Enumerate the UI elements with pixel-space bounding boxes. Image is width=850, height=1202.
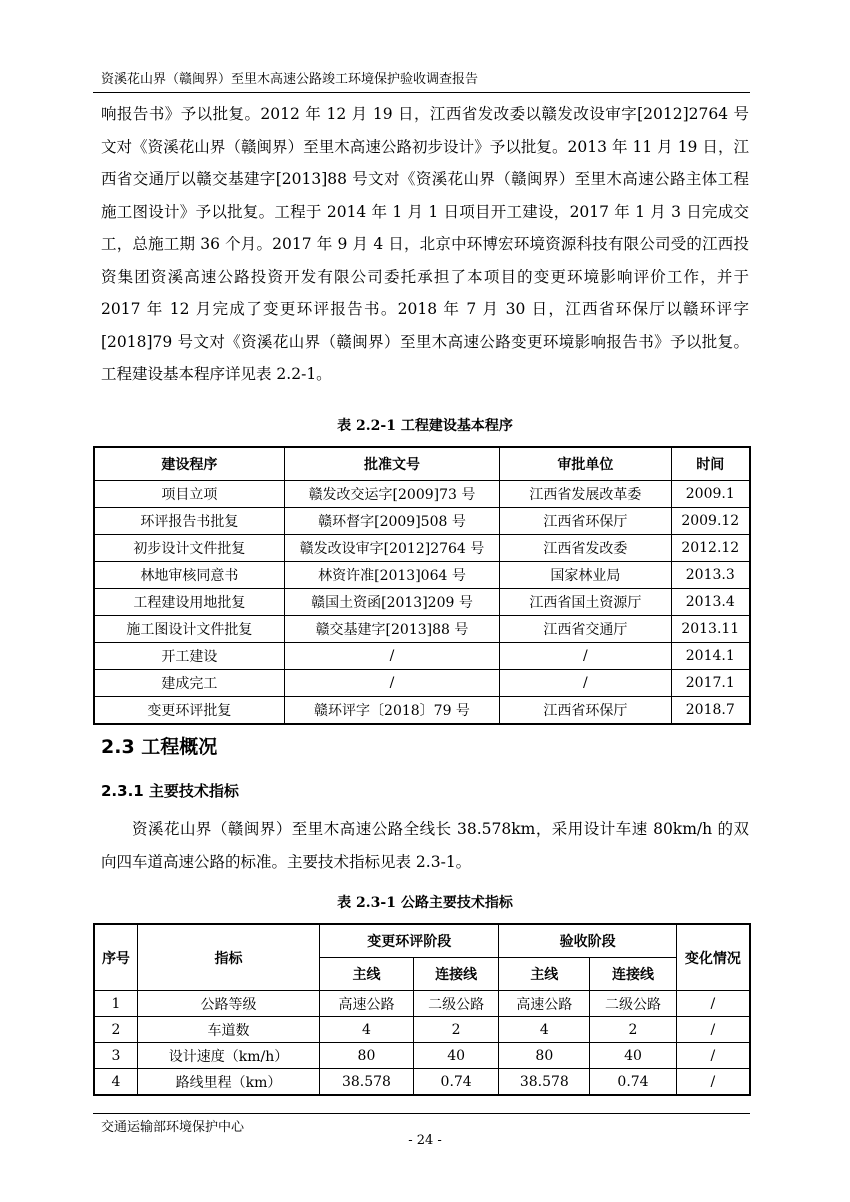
table-cell: 3 bbox=[94, 1043, 137, 1069]
table-cell: 2 bbox=[94, 1017, 137, 1043]
table-cell: 江西省国土资源厅 bbox=[500, 589, 671, 616]
table-cell: 2018.7 bbox=[671, 697, 750, 725]
table-cell: / bbox=[500, 670, 671, 697]
paragraph-tech-indicators: 资溪花山界（赣闽界）至里木高速公路全线长 38.578km，采用设计车速 80km/h 的双向四车道高速公路的标准。主要技术指标见表 2.3-1。 bbox=[101, 820, 749, 871]
table-cell: 建成完工 bbox=[94, 670, 284, 697]
column-header: 主线 bbox=[499, 958, 590, 991]
table-cell: 80 bbox=[320, 1043, 414, 1069]
table-cell: 1 bbox=[94, 991, 137, 1017]
table-cell: 林资许准[2013]064 号 bbox=[284, 562, 499, 589]
construction-procedure-table bbox=[93, 446, 751, 725]
table-cell: 变更环评批复 bbox=[94, 697, 284, 725]
table-cell: 工程建设用地批复 bbox=[94, 589, 284, 616]
table-cell: 公路等级 bbox=[137, 991, 319, 1017]
table-row bbox=[94, 1017, 750, 1043]
footer-divider bbox=[93, 1113, 750, 1114]
table-cell: 2014.1 bbox=[671, 643, 750, 670]
table-cell: 80 bbox=[499, 1043, 590, 1069]
table-cell: 2 bbox=[413, 1017, 499, 1043]
table-row bbox=[94, 616, 750, 643]
table-header-row bbox=[94, 924, 750, 958]
table-cell: 38.578 bbox=[499, 1069, 590, 1096]
table-cell: 施工图设计文件批复 bbox=[94, 616, 284, 643]
table-header-row bbox=[94, 447, 750, 481]
table-cell: 开工建设 bbox=[94, 643, 284, 670]
table-cell: 2013.11 bbox=[671, 616, 750, 643]
section-heading: 2.3 工程概况 bbox=[101, 736, 218, 758]
column-header: 批准文号 bbox=[284, 447, 499, 481]
table-cell: 2013.3 bbox=[671, 562, 750, 589]
table-cell: 初步设计文件批复 bbox=[94, 535, 284, 562]
table-cell: 0.74 bbox=[413, 1069, 499, 1096]
table-cell: 2 bbox=[590, 1017, 677, 1043]
table-row bbox=[94, 1043, 750, 1069]
table-cell: 0.74 bbox=[590, 1069, 677, 1096]
table-cell: 江西省环保厅 bbox=[500, 697, 671, 725]
column-header: 验收阶段 bbox=[499, 924, 676, 958]
column-header: 时间 bbox=[671, 447, 750, 481]
table-cell: 设计速度（km/h） bbox=[137, 1043, 319, 1069]
table-cell: / bbox=[676, 1069, 750, 1096]
column-header: 连接线 bbox=[413, 958, 499, 991]
table-cell: 38.578 bbox=[320, 1069, 414, 1096]
column-header: 序号 bbox=[94, 924, 137, 991]
header-divider bbox=[93, 92, 750, 93]
table-cell: 江西省发改委 bbox=[500, 535, 671, 562]
table-cell: 40 bbox=[590, 1043, 677, 1069]
paragraph-approval-history: 响报告书》予以批复。2012 年 12 月 19 日，江西省发改委以赣发改设审字[2012]2764 号文对《资溪花山界（赣闽界）至里木高速公路初步设计》予以批复。2013 年 11 月 19 日，江西省交通厅以赣交基建字[2013]88 号文对《资溪花山界（赣闽界）至里木高速公路主体工程施工图设计》予以批复。工程于 2014 年 1 月 1 日项目开工建设，2017 年 1 月 3 日完成交工，总施工期 36 个月。2017 年 9 月 4 日，北京中环博宏环境资源科技有限公司受的江西投资集团资溪高速公路投资开发有限公司委托承担了本项目的变更环境影响评价工作，并于 2017 年 12 月完成了变更环评报告书。2018 年 7 月 30 日，江西省环保厅以赣环评字[2018]79 号文对《资溪花山界（赣闽界）至里木高速公路变更环境影响报告书》予以批复。工程建设基本程序详见表 2.2-1。 bbox=[101, 105, 749, 383]
table-cell: / bbox=[676, 1043, 750, 1069]
table-row bbox=[94, 643, 750, 670]
table-row bbox=[94, 535, 750, 562]
table-row bbox=[94, 670, 750, 697]
table1-caption: 表 2.2-1 工程建设基本程序 bbox=[337, 418, 513, 434]
table-cell: 赣交基建字[2013]88 号 bbox=[284, 616, 499, 643]
table-cell: / bbox=[284, 670, 499, 697]
table-cell: 项目立项 bbox=[94, 481, 284, 508]
table-cell: 高速公路 bbox=[320, 991, 414, 1017]
table-cell: 路线里程（km） bbox=[137, 1069, 319, 1096]
table-cell: 车道数 bbox=[137, 1017, 319, 1043]
table-cell: 赣发改交运字[2009]73 号 bbox=[284, 481, 499, 508]
table-cell: 4 bbox=[320, 1017, 414, 1043]
table-cell: 江西省交通厅 bbox=[500, 616, 671, 643]
table-row bbox=[94, 991, 750, 1017]
table-cell: / bbox=[676, 991, 750, 1017]
table-cell: 4 bbox=[499, 1017, 590, 1043]
table-row bbox=[94, 562, 750, 589]
table-row bbox=[94, 697, 750, 725]
column-header: 连接线 bbox=[590, 958, 677, 991]
table-cell: / bbox=[676, 1017, 750, 1043]
column-header: 主线 bbox=[320, 958, 414, 991]
footer-organization: 交通运输部环境保护中心 bbox=[101, 1120, 245, 1135]
table-cell: 2017.1 bbox=[671, 670, 750, 697]
column-header: 变更环评阶段 bbox=[320, 924, 499, 958]
table-cell: 二级公路 bbox=[413, 991, 499, 1017]
page-number: - 24 - bbox=[408, 1133, 442, 1148]
table-cell: 赣国土资函[2013]209 号 bbox=[284, 589, 499, 616]
table-cell: 江西省发展改革委 bbox=[500, 481, 671, 508]
table-cell: 2013.4 bbox=[671, 589, 750, 616]
tech-indicators-table bbox=[93, 923, 751, 1096]
table-cell: 林地审核同意书 bbox=[94, 562, 284, 589]
table-cell: 二级公路 bbox=[590, 991, 677, 1017]
table-cell: 高速公路 bbox=[499, 991, 590, 1017]
table-cell: 2012.12 bbox=[671, 535, 750, 562]
table-cell: 赣环评字〔2018〕79 号 bbox=[284, 697, 499, 725]
table-cell: 国家林业局 bbox=[500, 562, 671, 589]
table-cell: / bbox=[500, 643, 671, 670]
column-header: 指标 bbox=[137, 924, 319, 991]
table-row bbox=[94, 481, 750, 508]
table-cell: 2009.12 bbox=[671, 508, 750, 535]
table-cell: 赣环督字[2009]508 号 bbox=[284, 508, 499, 535]
table-cell: 2009.1 bbox=[671, 481, 750, 508]
table-row bbox=[94, 508, 750, 535]
column-header: 建设程序 bbox=[94, 447, 284, 481]
subsection-heading: 2.3.1 主要技术指标 bbox=[101, 782, 239, 800]
table-cell: 4 bbox=[94, 1069, 137, 1096]
table-row bbox=[94, 1069, 750, 1096]
table-cell: 江西省环保厅 bbox=[500, 508, 671, 535]
page-header: 资溪花山界（赣闽界）至里木高速公路竣工环境保护验收调查报告 bbox=[101, 72, 479, 87]
table-cell: 环评报告书批复 bbox=[94, 508, 284, 535]
table-cell: / bbox=[284, 643, 499, 670]
column-header: 审批单位 bbox=[500, 447, 671, 481]
table-cell: 40 bbox=[413, 1043, 499, 1069]
column-header: 变化情况 bbox=[676, 924, 750, 991]
table-row bbox=[94, 589, 750, 616]
table2-caption: 表 2.3-1 公路主要技术指标 bbox=[337, 895, 513, 911]
table-cell: 赣发改设审字[2012]2764 号 bbox=[284, 535, 499, 562]
